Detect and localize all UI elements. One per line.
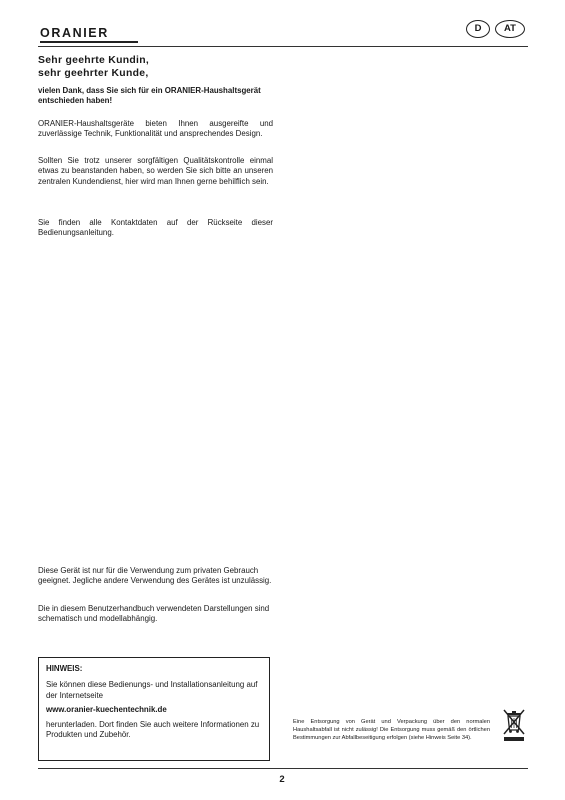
paragraph-quality [38,119,273,140]
brand-name: ORANIER [40,26,109,40]
hinweis-url-link[interactable]: www.oranier-kuechentechnik.de [46,705,167,715]
usage-notice-text: Diese Gerät ist nur für die Verwendung zum privaten Gebrauch geeignet. Jegliche andere Verwendung des Gerätes ist unzulässig. [38,566,272,586]
hinweis-text-1: Sie können diese Bedienungs- und Installationsanleitung auf der Internetseite [46,680,258,700]
footer-divider [38,768,528,769]
paragraph-quality-text: ORANIER-Haushaltsgeräte bieten Ihnen ausgereifte und zuverlässige Technik, Funktionalität und ansprechendes Design. [38,119,273,139]
paragraph-contact-text: Sie finden alle Kontaktdaten auf der Rückseite dieser Bedienungsanleitung. [38,218,273,238]
illustration-notice-text: Die in diesem Benutzerhandbuch verwendeten Darstellungen sind schematisch und modellabhängig. [38,604,270,624]
crossed-out-wheelie-bin-icon [501,706,527,744]
greeting [38,55,273,80]
hinweis-box [38,657,270,761]
intro-paragraph: vielen Dank, dass Sie sich für ein ORANIER-Haushaltsgerät entschieden haben! [38,86,261,106]
intro-text [38,86,273,107]
paragraph-service-text: Sollten Sie trotz unserer sorgfältigen Qualitätskontrolle einmal etwas zu beanstanden haben, so werden Sie sich bitte an unseren zentralen Kundendienst, hier wird man Ihnen gerne behilflich sein. [38,156,273,186]
usage-notice [38,566,273,587]
hinweis-text-2: herunterladen. Dort finden Sie auch weitere Informationen zu Produkten und Zubehör. [46,719,260,740]
page-number: 2 [279,774,285,785]
country-badge-d: D [466,20,490,38]
paragraph-contact [38,218,273,239]
illustration-notice [38,604,273,625]
hinweis-title: HINWEIS: [46,664,83,673]
oranier-logo [40,24,140,46]
paragraph-service [38,156,273,187]
header-divider [38,46,528,47]
greeting-line-2: sehr geehrter Kunde, [38,67,149,79]
disposal-note [293,718,490,743]
logo-underline [40,41,138,43]
disposal-text: Eine Entsorgung von Gerät und Verpackung über den normalen Haushaltsabfall ist nicht zulässig! Die Entsorgung muss gemäß den örtlichen Bestimmungen zur Abfallbeseitigung erfolgen (siehe Hinweis Seite 34). [293,719,490,742]
greeting-line-1: Sehr geehrte Kundin, [38,55,150,66]
country-badge-at: AT [495,20,525,38]
